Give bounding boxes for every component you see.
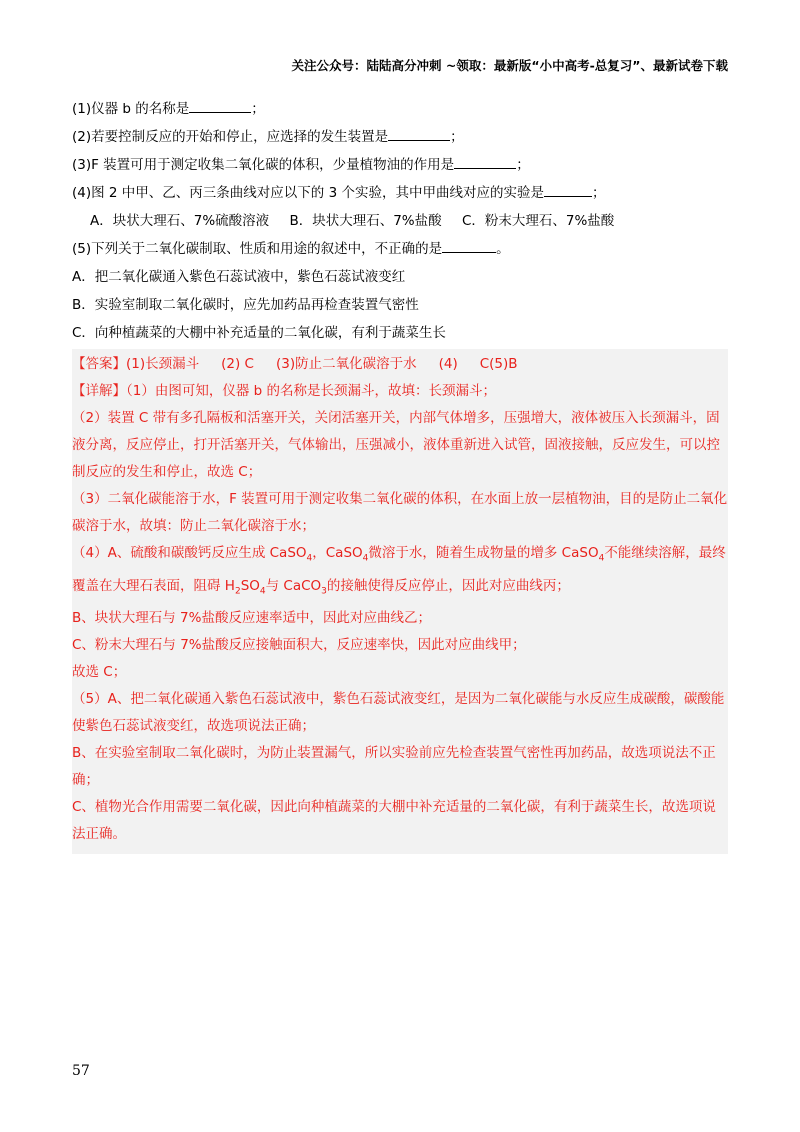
question-3 bbox=[72, 151, 728, 179]
detail-p4-a: （4）A、硫酸和碳酸钙反应生成 CaSO bbox=[72, 545, 307, 561]
document-body bbox=[72, 95, 728, 854]
option-b: B．块状大理石、7%盐酸 bbox=[289, 213, 442, 229]
question-3-text: (3)F 装置可用于测定收集二氧化碳的体积，少量植物油的作用是 bbox=[72, 157, 455, 173]
question-5-option-a: A．把二氧化碳通入紫色石蕊试液中，紫色石蕊试液变红 bbox=[72, 269, 406, 285]
answer-blank bbox=[189, 96, 251, 113]
answer-blank bbox=[442, 236, 496, 253]
answer-item: (2) C bbox=[221, 356, 254, 372]
subscript: 4 bbox=[306, 553, 313, 564]
question-2-text: (2)若要控制反应的开始和停止，应选择的发生装置是 bbox=[72, 129, 389, 145]
answer-label: 【答案】 bbox=[72, 356, 126, 372]
detail-label: 【详解】 bbox=[72, 383, 126, 399]
answer-blank bbox=[544, 180, 592, 197]
detail-p4-f: 与 CaCO bbox=[265, 577, 322, 594]
detail-p4-d: 不能继续溶解，最终覆盖在大理石表面，阻碍 H bbox=[72, 545, 726, 594]
detail-p2: （2）装置 C 带有多孔隔板和活塞开关，关闭活塞开关，内部气体增多，压强增大，液体被压入长颈漏斗，固液分离，反应停止，打开活塞开关，气体输出，压强减小，液体重新进入试管，固液接触，反应发生，可以控制反应的发生和停止，故选 C； bbox=[72, 410, 720, 480]
answer-item: C(5)B bbox=[479, 356, 518, 372]
answer-item: (3)防止二氧化碳溶于水 bbox=[275, 356, 417, 372]
question-3-end: ； bbox=[516, 157, 530, 173]
question-1-end: ； bbox=[251, 101, 265, 117]
page-header: 关注公众号：陆陆高分冲刺 ~领取：最新版“小中高考-总复习”、最新试卷下载 bbox=[291, 58, 728, 73]
question-4-end: ； bbox=[591, 185, 606, 201]
question-4 bbox=[72, 179, 728, 207]
question-1-text: (1)仪器 b 的名称是 bbox=[72, 101, 190, 117]
answer-item: (4) bbox=[438, 356, 458, 372]
option-a: A．块状大理石、7%硫酸溶液 bbox=[90, 213, 270, 229]
subscript: 4 bbox=[598, 553, 605, 564]
detail-p4-c: 微溶于水，随着生成物量的增多 CaSO bbox=[368, 545, 599, 561]
detail-p4-c-line: C、粉末大理石与 7%盐酸反应接触面积大，反应速率快，因此对应曲线甲； bbox=[72, 637, 526, 654]
detail-p5-c: C、植物光合作用需要二氧化碳，因此向种植蔬菜的大棚中补充适量的二氧化碳，有利于蔬菜生长，故选项说法正确。 bbox=[72, 799, 716, 843]
answer-blank bbox=[388, 124, 450, 141]
detail-p4-b-line: B、块状大理石与 7%盐酸反应速率适中，因此对应曲线乙； bbox=[72, 610, 431, 627]
detail-p4 bbox=[72, 540, 728, 605]
question-5-end: 。 bbox=[496, 241, 510, 257]
detail-p5-a: （5）A、把二氧化碳通入紫色石蕊试液中，紫色石蕊试液变红，是因为二氧化碳能与水反应生成碳酸，碳酸能使紫色石蕊试液变红，故选项说法正确； bbox=[72, 691, 725, 735]
question-5-option-c: C．向种植蔬菜的大棚中补充适量的二氧化碳，有利于蔬菜生长 bbox=[72, 325, 446, 341]
option-c: C．粉末大理石、7%盐酸 bbox=[461, 213, 615, 229]
detail-p4-g: 的接触使得反应停止，因此对应曲线丙； bbox=[326, 577, 570, 594]
detail-p4-b: ，CaSO bbox=[312, 545, 363, 561]
detail-p3: （3）二氧化碳能溶于水，F 装置可用于测定收集二氧化碳的体积，在水面上放一层植物油，目的是防止二氧化碳溶于水，故填：防止二氧化碳溶于水； bbox=[72, 491, 728, 534]
detail-p1 bbox=[72, 378, 728, 405]
answer-section bbox=[72, 349, 728, 854]
answer-blank bbox=[454, 152, 516, 169]
detail-p4-e: SO bbox=[240, 577, 260, 594]
detail-p1-text: （1）由图可知，仪器 b 的名称是长颈漏斗，故填：长颈漏斗； bbox=[126, 383, 496, 399]
answer-item: (1)长颈漏斗 bbox=[126, 356, 200, 372]
page-number: 57 bbox=[72, 1063, 90, 1079]
subscript: 3 bbox=[321, 586, 327, 597]
subscript: 4 bbox=[362, 553, 369, 564]
question-4-options bbox=[72, 207, 728, 235]
question-5-option-b: B．实验室制取二氧化碳时，应先加药品再检查装置气密性 bbox=[72, 297, 419, 313]
detail-p5-b: B、在实验室制取二氧化碳时，为防止装置漏气，所以实验前应先检查装置气密性再加药品，故选项说法不正确； bbox=[72, 745, 716, 789]
detail-p4-end: 故选 C； bbox=[72, 664, 127, 681]
question-2-end: ； bbox=[450, 129, 464, 145]
question-5-text: (5)下列关于二氧化碳制取、性质和用途的叙述中，不正确的是 bbox=[72, 241, 443, 257]
answer-line bbox=[72, 351, 728, 378]
subscript: 4 bbox=[259, 586, 266, 597]
question-5 bbox=[72, 235, 728, 263]
question-4-text: (4)图 2 中甲、乙、丙三条曲线对应以下的 3 个实验，其中甲曲线对应的实验是 bbox=[72, 185, 544, 201]
question-2 bbox=[72, 123, 728, 151]
question-1 bbox=[72, 95, 728, 123]
subscript: 2 bbox=[234, 586, 241, 597]
